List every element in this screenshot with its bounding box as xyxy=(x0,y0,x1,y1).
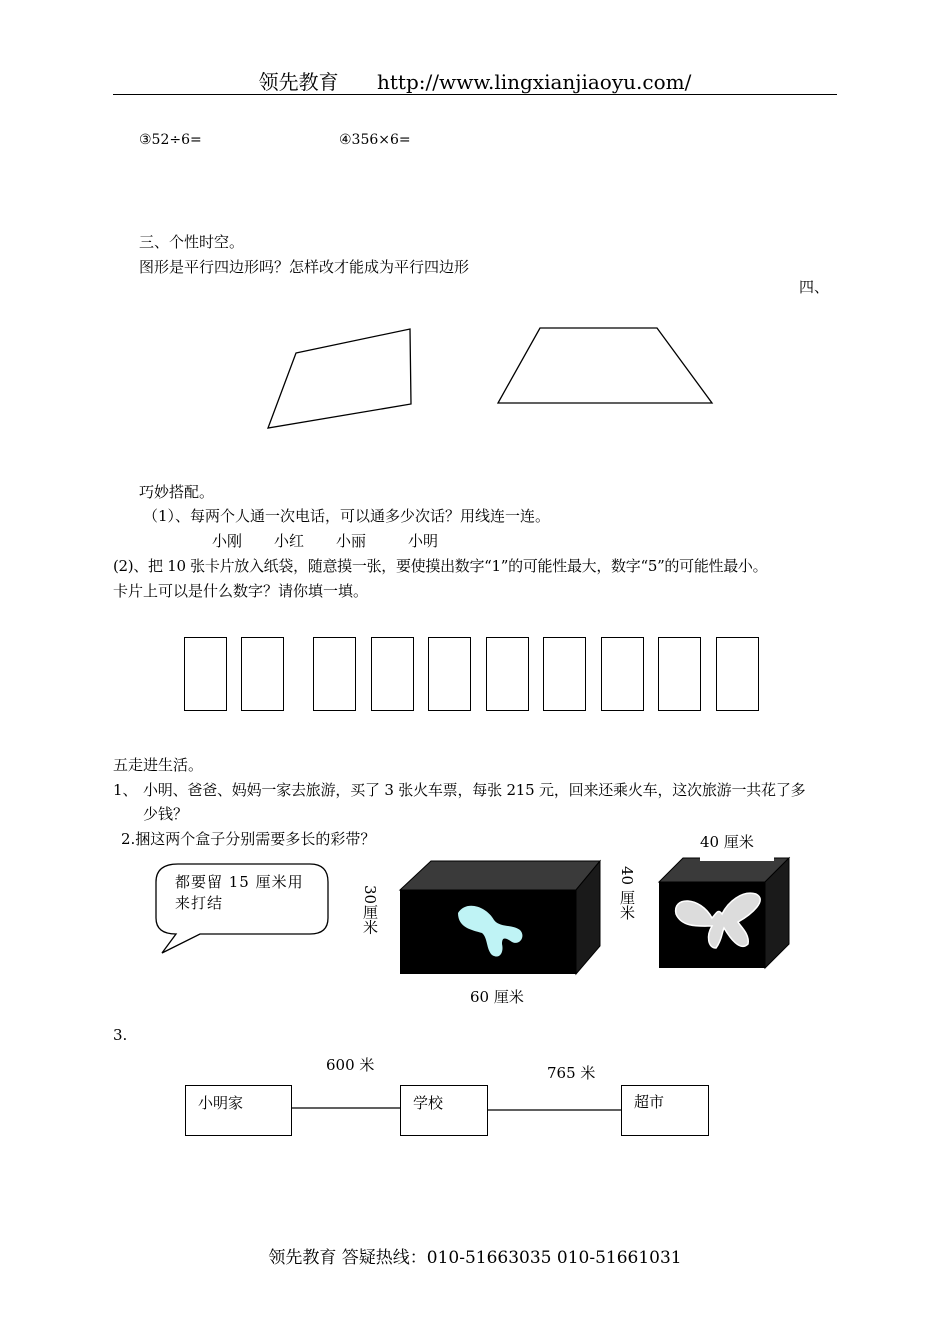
header-brand: 领先教育 xyxy=(258,70,339,94)
problem-3-number: 3. xyxy=(113,1026,128,1044)
section-4-q2-line2: 卡片上可以是什么数字？请你填一填。 xyxy=(113,582,369,600)
section-5-title: 五走进生活。 xyxy=(113,756,204,774)
route-distance: 765 米 xyxy=(547,1064,596,1082)
place-box-home xyxy=(185,1085,292,1136)
person-name: 小明 xyxy=(408,532,439,550)
person-name: 小红 xyxy=(274,532,305,550)
problem-1-line2: 少钱？ xyxy=(143,805,189,823)
section-3-question: 图形是平行四边形吗？怎样改才能成为平行四边形 xyxy=(139,258,470,276)
page-footer: 领先教育 答疑热线：010-51663035 010-51661031 xyxy=(268,1248,682,1268)
problem-1-number: 1、 xyxy=(113,781,138,799)
box2-top-label: 40 厘米 xyxy=(700,833,754,851)
person-name: 小丽 xyxy=(336,532,367,550)
route-distance: 600 米 xyxy=(326,1056,375,1074)
person-name: 小刚 xyxy=(212,532,243,550)
place-label: 超市 xyxy=(634,1093,665,1111)
box1-length-label: 60 厘米 xyxy=(470,988,524,1006)
section-4-title-tail: 巧妙搭配。 xyxy=(139,483,215,501)
place-label: 小明家 xyxy=(198,1094,244,1112)
header-url: http://www.lingxianjiaoyu.com/ xyxy=(377,70,692,94)
calc-item-3: ③52÷6= xyxy=(139,132,202,148)
place-box-school xyxy=(400,1085,488,1136)
box1-height-label: 30厘米 xyxy=(361,885,379,935)
place-box-supermarket xyxy=(621,1085,709,1136)
section-4-q2-line1: (2)、把 10 张卡片放入纸袋，随意摸一张，要使摸出数字“1”的可能性最大，数字“5”的可能性最小。 xyxy=(113,557,768,575)
section-4-q1: （1）、每两个人通一次电话，可以通多少次话？用线连一连。 xyxy=(143,507,551,525)
problem-2: 2.捆这两个盒子分别需要多长的彩带？ xyxy=(121,830,376,848)
bubble-text: 都要留 15 厘米用来打结 xyxy=(175,873,304,912)
place-label: 学校 xyxy=(413,1094,444,1112)
calc-item-4: ④356×6= xyxy=(339,132,411,148)
section-3-title: 三、个性时空。 xyxy=(139,233,245,251)
box2-side-label: 40 厘米 xyxy=(618,866,636,920)
section-4-title-head: 四、 xyxy=(799,278,830,296)
problem-1-line1: 小明、爸爸、妈妈一家去旅游，买了 3 张火车票，每张 215 元，回来还乘火车，这次旅游一共花了多 xyxy=(143,781,806,799)
